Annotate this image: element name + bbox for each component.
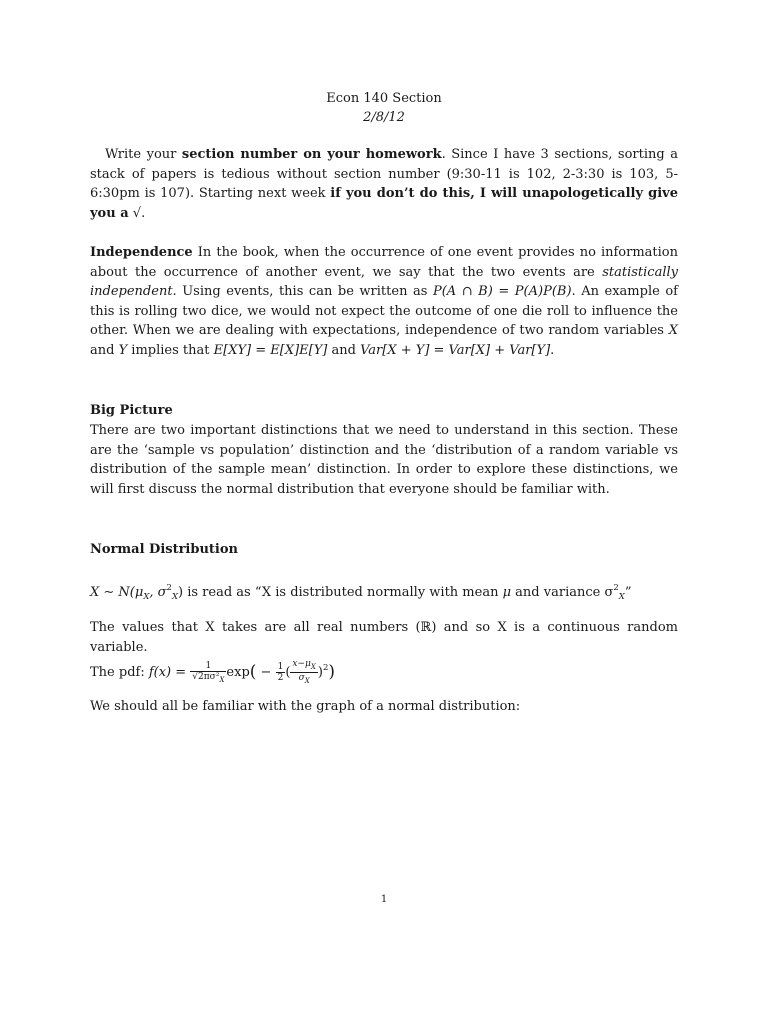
- inner-sup: 2: [322, 663, 329, 673]
- homework-notice-paragraph: [90, 145, 678, 223]
- mu-symbol: μ: [502, 585, 512, 600]
- independence-heading: Independence: [90, 245, 193, 260]
- pdf-frac-den: √2πσ²: [192, 671, 220, 682]
- z-den: σ: [298, 673, 305, 683]
- page-number: 1: [380, 894, 388, 905]
- pdf-close-paren: ): [328, 662, 335, 682]
- notation-sup-end: 2: [613, 583, 619, 593]
- notation-sub-2: X: [171, 592, 178, 602]
- statistically-independent-term: statistically independent: [90, 264, 678, 299]
- document-date: 2/8/12: [363, 110, 405, 125]
- pdf-normalizing-fraction: [190, 661, 226, 685]
- normal-distribution-heading: Normal Distribution: [90, 542, 238, 557]
- pdf-open-paren: (: [249, 662, 257, 682]
- z-den-sub: X: [304, 677, 310, 685]
- variable-x: X: [668, 323, 678, 338]
- pdf-label: The pdf:: [90, 665, 149, 680]
- expectation-equation: E[XY] = E[X]E[Y]: [213, 342, 328, 358]
- normal-notation-line: [90, 579, 678, 608]
- pdf-z-fraction: [290, 659, 317, 686]
- inner-open: (: [285, 665, 291, 680]
- independence-and: and: [90, 342, 119, 358]
- checkmark-symbol: √: [132, 205, 142, 221]
- notation-close: ): [178, 585, 184, 600]
- independence-paragraph: [90, 243, 678, 360]
- pdf-frac-den-sub: X: [219, 675, 225, 684]
- independence-text-1: In the book, when the occurrence of one event provides no information about the occurrence of another event, we say that the two events are: [90, 245, 678, 280]
- big-picture-paragraph: There are two important distinctions that we need to understand in this section. These are the ‘sample vs population’ distinction and the ‘distribution of a random variable vs distribution of the sample mean’ distinction. In order to explore these distinctions, we will first discuss the normal distribution that everyone should be familiar with.: [90, 423, 678, 497]
- pdf-minus: −: [256, 665, 276, 680]
- half-den: 2: [277, 673, 284, 683]
- independence-equation: P(A ∩ B) = P(A)P(B): [432, 284, 572, 299]
- independence-text-4: implies that: [127, 342, 214, 358]
- notice-bold-2: if you don’t do this, I will unapologetically give you a: [90, 186, 678, 221]
- notice-text-1: Write your: [105, 147, 182, 162]
- pdf-half-fraction: [276, 662, 286, 683]
- pdf-fx: f(x) =: [148, 665, 191, 680]
- variance-equation: Var[X + Y] = Var[X] + Var[Y]: [360, 342, 551, 358]
- notation-sub-1: X: [143, 592, 150, 602]
- z-num-sub: X: [310, 663, 316, 671]
- notice-end: .: [141, 205, 146, 221]
- pdf-frac-num: 1: [190, 661, 226, 672]
- independence-text-2: . Using events, this can be written as: [172, 284, 433, 299]
- notation-sigma: , σ: [149, 585, 167, 600]
- pdf-exp: exp: [226, 665, 250, 680]
- notation-sup: 2: [166, 583, 172, 593]
- independence-text-5: and: [327, 342, 361, 358]
- notation-sub-end: X: [618, 592, 625, 602]
- independence-text-6: .: [550, 342, 555, 358]
- notation-text-1: is read as “X is distributed normally with mean: [183, 585, 503, 600]
- independence-text-3: . An example of this is rolling two dice, we would not expect the outcome of one die roll to influence the other. When we are dealing with expectations, independence of two random variables: [90, 284, 678, 338]
- real-numbers-line: The values that X takes are all real numbers (ℝ) and so X is a continuous random variable.: [90, 620, 678, 655]
- variable-y: Y: [118, 342, 128, 358]
- notation-math-1: X ∼ N(μ: [90, 585, 144, 600]
- half-num: 1: [277, 662, 284, 672]
- normal-graph-intro: We should all be familiar with the graph of a normal distribution:: [90, 699, 521, 714]
- notice-text-2: . Since I have 3 sections, sorting a stack of papers is tedious without section number (9:30-11 is 102, 2-3:30 is 103, 5-6:30pm is 107). Starting next week: [90, 147, 679, 201]
- notation-text-2: and variance σ: [511, 585, 614, 600]
- pdf-formula-line: [90, 656, 678, 686]
- big-picture-heading: Big Picture: [90, 403, 173, 418]
- z-num: x−μ: [292, 659, 311, 669]
- notation-quote: ”: [624, 585, 632, 600]
- notice-bold-1: section number on your homework: [181, 147, 442, 162]
- document-title: Econ 140 Section: [326, 91, 442, 106]
- inner-close: ): [317, 665, 323, 680]
